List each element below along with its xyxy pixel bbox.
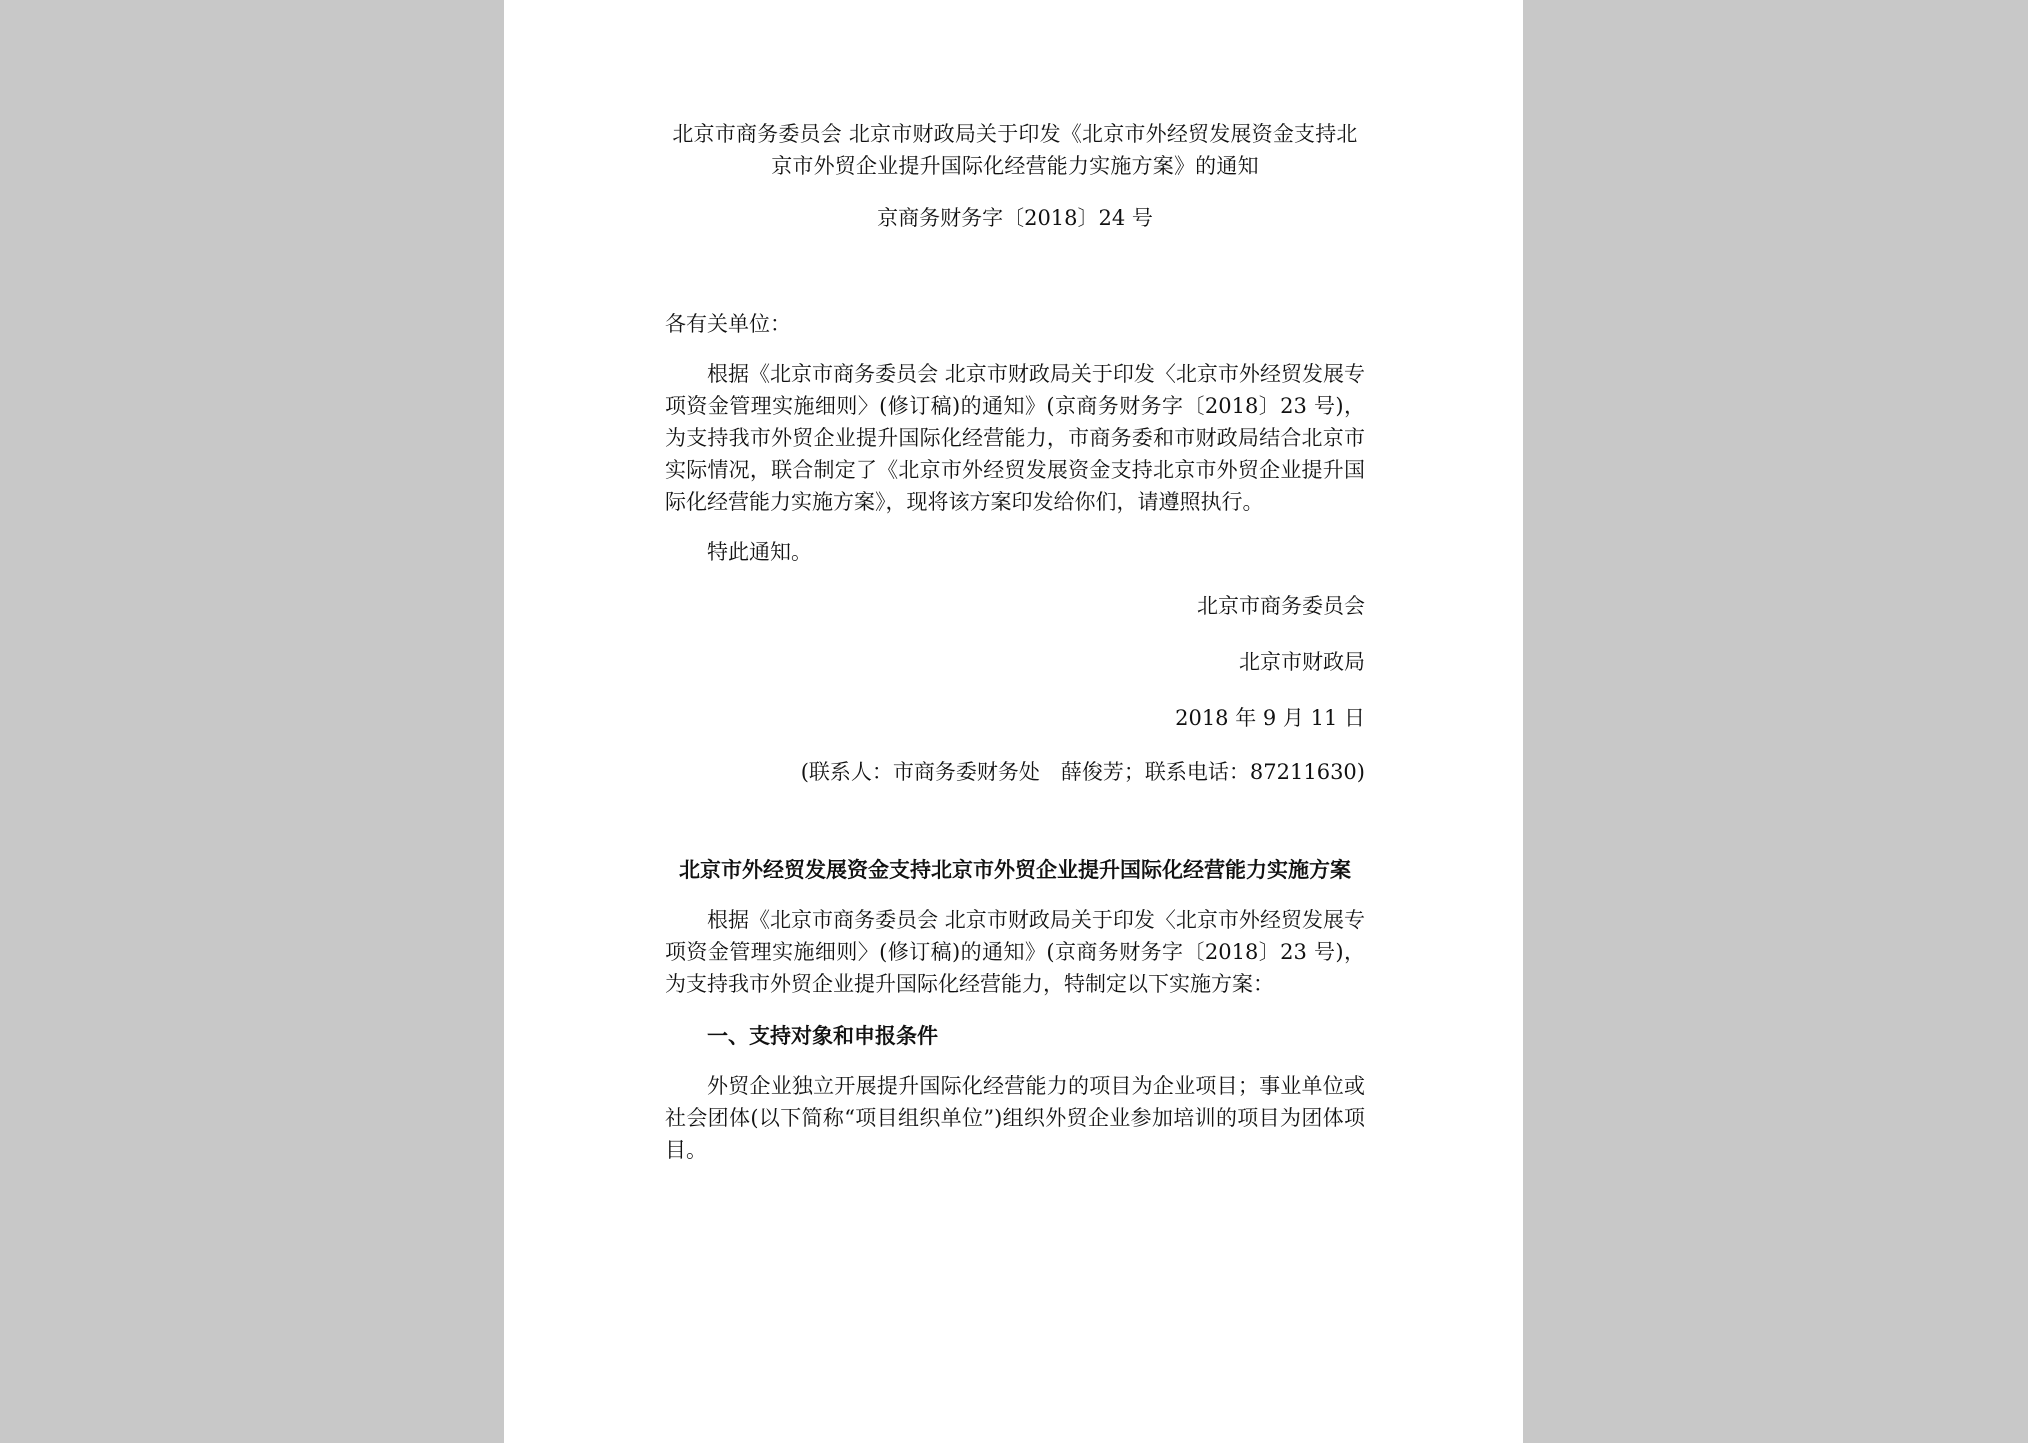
salutation: 各有关单位： [665, 312, 791, 336]
contact-info: (联系人：市商务委财务处 薛俊芳；联系电话：87211630) [800, 760, 1365, 784]
plan-title: 北京市外经贸发展资金支持北京市外贸企业提升国际化经营能力实施方案 [679, 858, 1351, 882]
notice-body-paragraph: 根据《北京市商务委员会 北京市财政局关于印发〈北京市外经贸发展专项资金管理实施细则〉(修订稿)的通知》(京商务财务字〔2018〕23 号)，为支持我市外贸企业提升国际化经营能力，市商务委和市财政局结合北京市实际情况，联合制定了《北京市外经贸发展资金支持北京市外贸企业提升国际化经营能力实施方案》，现将该方案印发给你们，请遵照执行。 [665, 362, 1365, 514]
signature-date: 2018 年 9 月 11 日 [1175, 706, 1365, 730]
document-content [665, 118, 1365, 1166]
signer-finance-bureau: 北京市财政局 [1239, 650, 1365, 674]
document-page [504, 0, 1523, 1443]
section-1-heading: 一、支持对象和申报条件 [707, 1024, 938, 1048]
document-number: 京商务财务字〔2018〕24 号 [877, 206, 1153, 230]
section-1-body: 外贸企业独立开展提升国际化经营能力的项目为企业项目；事业单位或社会团体(以下简称“项目组织单位”)组织外贸企业参加培训的项目为团体项目。 [665, 1074, 1365, 1162]
notice-title: 北京市商务委员会 北京市财政局关于印发《北京市外经贸发展资金支持北京市外贸企业提升国际化经营能力实施方案》的通知 [672, 122, 1358, 178]
notice-closing: 特此通知。 [707, 540, 812, 564]
signer-commerce-commission: 北京市商务委员会 [1197, 594, 1365, 618]
plan-intro-paragraph: 根据《北京市商务委员会 北京市财政局关于印发〈北京市外经贸发展专项资金管理实施细则〉(修订稿)的通知》(京商务财务字〔2018〕23 号)，为支持我市外贸企业提升国际化经营能力，特制定以下实施方案： [665, 908, 1365, 996]
